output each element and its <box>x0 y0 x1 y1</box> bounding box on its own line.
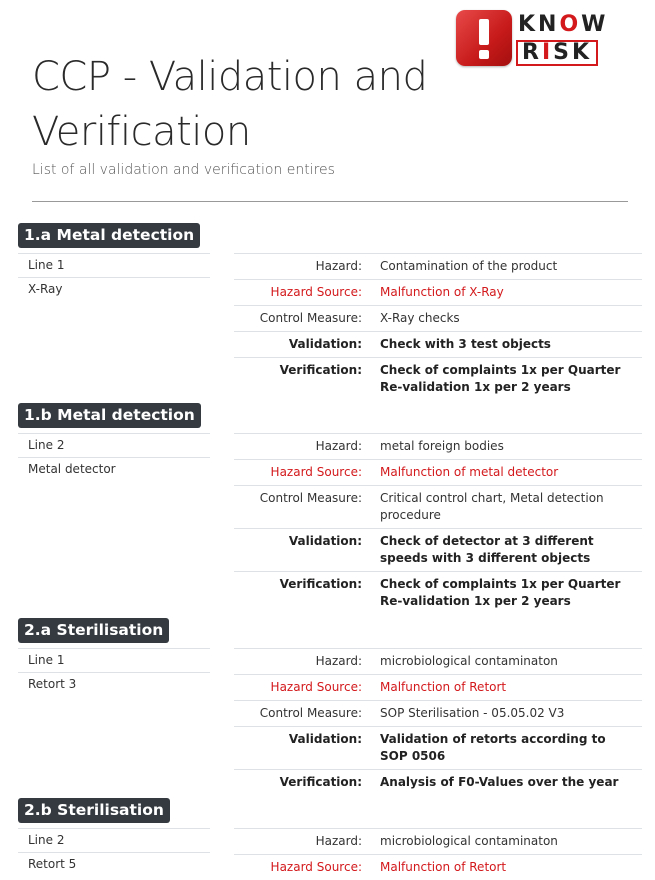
entry-title: 1.b Metal detection <box>18 403 201 428</box>
entry-line: Line 2 <box>18 828 210 852</box>
entry-equipment: X-Ray <box>18 277 210 301</box>
page-title: CCP - Validation and Verification <box>32 54 428 155</box>
entry-details <box>234 828 642 880</box>
entry-location <box>18 648 210 696</box>
exclamation-icon <box>456 10 512 66</box>
validation-row: Validation: Check with 3 test objects <box>234 331 642 357</box>
hazard-source-row: Hazard Source: Malfunction of metal detector <box>234 459 642 485</box>
hazard-source-row: Hazard Source: Malfunction of Retort <box>234 674 642 700</box>
entry-location <box>18 828 210 876</box>
entry-equipment: Retort 5 <box>18 852 210 876</box>
validation-row: Validation: Validation of retorts according to SOP 0506 <box>234 726 642 769</box>
verification-row: Verification: Analysis of F0-Values over the year <box>234 769 642 795</box>
control-measure-row: Control Measure: Critical control chart, Metal detection procedure <box>234 485 642 528</box>
hazard-row: Hazard: microbiological contaminaton <box>234 828 642 854</box>
entry-details <box>234 648 642 795</box>
ccp-entry <box>18 798 642 874</box>
know-risk-logo <box>456 10 616 68</box>
ccp-entry <box>18 618 642 789</box>
logo-word-risk: RISK <box>516 40 598 66</box>
verification-row: Verification: Check of complaints 1x per Quarter Re-validation 1x per 2 years <box>234 357 642 400</box>
hazard-row: Hazard: microbiological contaminaton <box>234 648 642 674</box>
entry-line: Line 2 <box>18 433 210 457</box>
page-subtitle: List of all validation and verification entires <box>32 162 335 178</box>
validation-row: Validation: Check of detector at 3 different speeds with 3 different objects <box>234 528 642 571</box>
entry-line: Line 1 <box>18 648 210 672</box>
entry-location <box>18 433 210 481</box>
entry-line: Line 1 <box>18 253 210 277</box>
divider <box>32 201 628 202</box>
hazard-source-row: Hazard Source: Malfunction of X-Ray <box>234 279 642 305</box>
control-measure-row: Control Measure: SOP Sterilisation - 05.05.02 V3 <box>234 700 642 726</box>
entry-details <box>234 253 642 400</box>
ccp-entry <box>18 223 642 394</box>
entry-title: 1.a Metal detection <box>18 223 200 248</box>
ccp-entry <box>18 403 642 608</box>
control-measure-row: Control Measure: X-Ray checks <box>234 305 642 331</box>
entry-title: 2.a Sterilisation <box>18 618 169 643</box>
entry-title: 2.b Sterilisation <box>18 798 170 823</box>
entry-location <box>18 253 210 301</box>
entry-equipment: Metal detector <box>18 457 210 481</box>
hazard-row: Hazard: metal foreign bodies <box>234 433 642 459</box>
hazard-source-row: Hazard Source: Malfunction of Retort <box>234 854 642 880</box>
hazard-row: Hazard: Contamination of the product <box>234 253 642 279</box>
verification-row: Verification: Check of complaints 1x per Quarter Re-validation 1x per 2 years <box>234 571 642 614</box>
entry-equipment: Retort 3 <box>18 672 210 696</box>
entry-details <box>234 433 642 614</box>
logo-word-know: KNOW <box>518 12 609 37</box>
